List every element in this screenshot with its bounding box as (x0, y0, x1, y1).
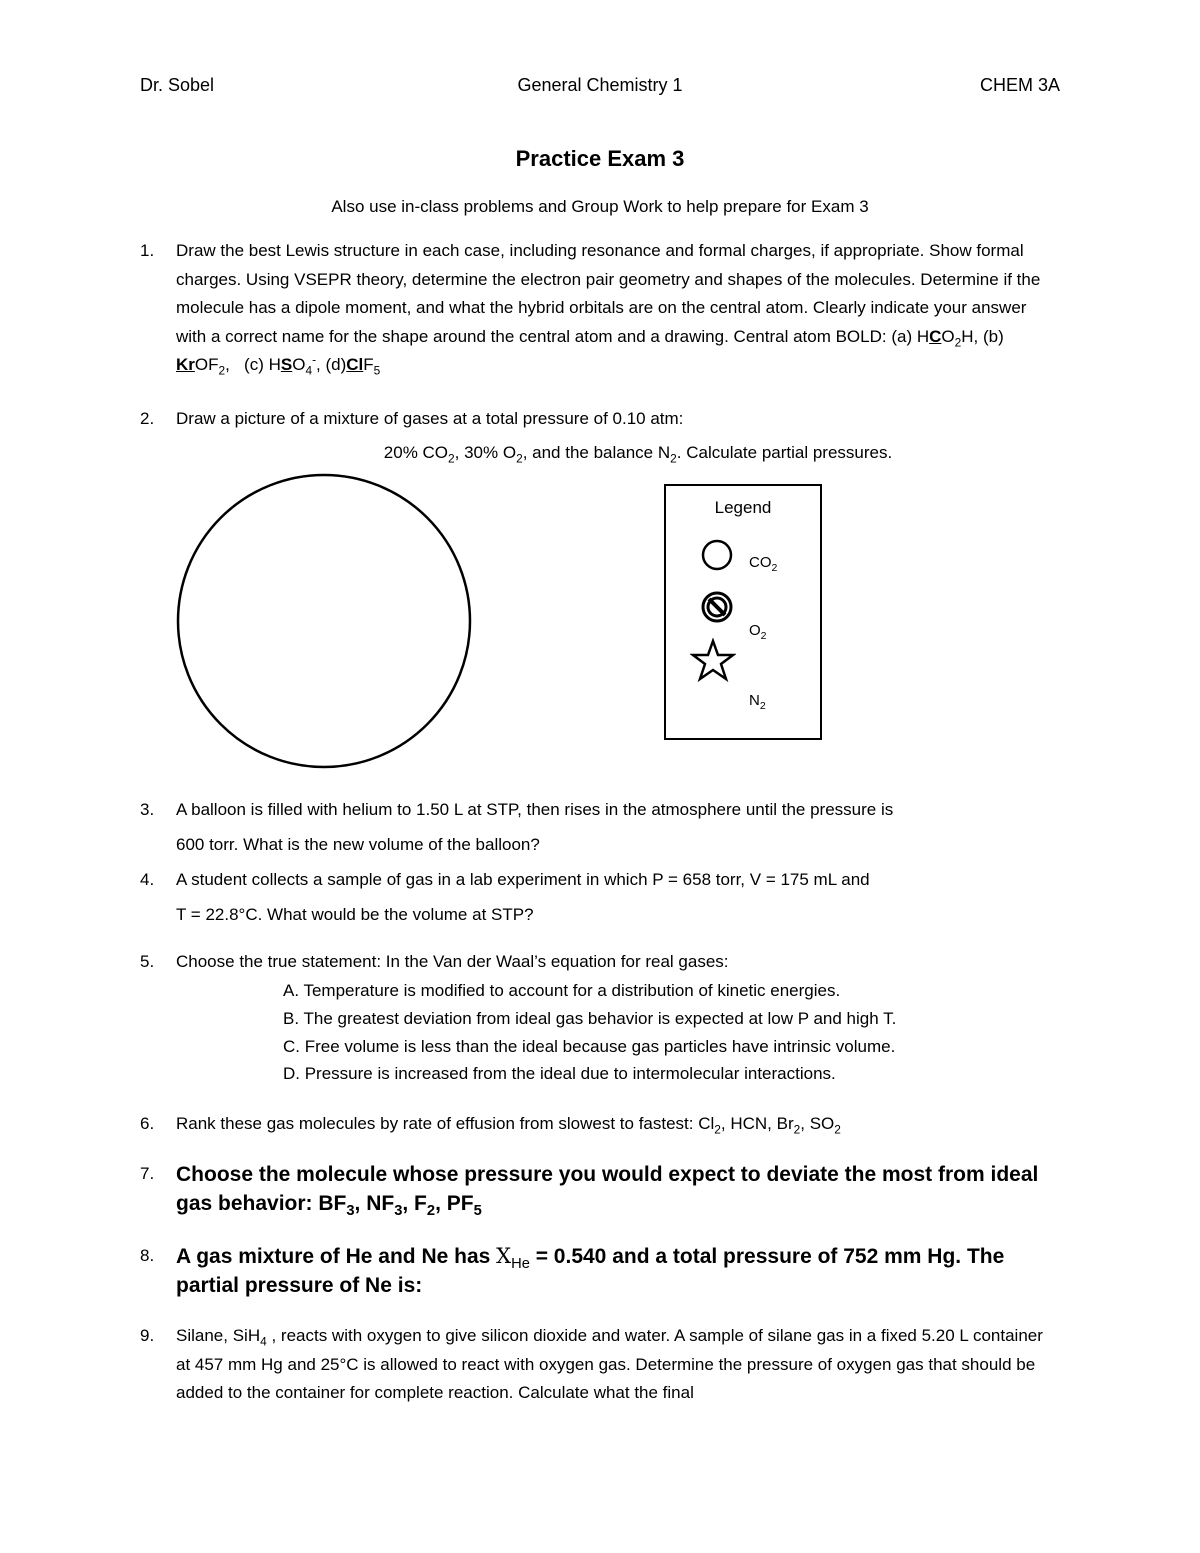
question-1 (140, 237, 1060, 380)
header-author: Dr. Sobel (140, 75, 215, 95)
header-course: General Chemistry 1 (517, 75, 683, 95)
question-2 (140, 405, 1060, 434)
legend-box (664, 484, 822, 740)
header-course-code: CHEM 3A (979, 75, 1060, 95)
question-9 (140, 1322, 1060, 1408)
choice-c: C. Free volume is less than the ideal because gas particles have intrinsic volume. (283, 1037, 896, 1056)
choice-a: A. Temperature is modified to account for a distribution of kinetic energies. (283, 981, 841, 1000)
question-7 (140, 1160, 1060, 1218)
hatched-circle-icon (700, 590, 734, 624)
question-8 (140, 1242, 1060, 1300)
question-number: 6. (140, 1114, 155, 1133)
question-number: 9. (140, 1326, 155, 1345)
open-circle-icon (700, 538, 734, 572)
legend-label-o2: $O_2$ (749, 622, 767, 642)
question-text: Silane, SiH$_4$ , reacts with oxygen to give silicon dioxide and water. A sample of silane gas in a fixed 5.20 L container at 457 mm Hg and 25°C is allowed to react with oxygen gas. Determine the pressure of oxygen gas that should be added to the container for complete reaction. Calculate what the final (176, 1326, 1043, 1402)
star-icon (690, 638, 736, 684)
question-number: 1. (140, 241, 155, 260)
question-text: Choose the molecule whose pressure you would expect to deviate the most from ideal gas behavior: $BF_3$, $NF_3$, $F_2$, $PF_5$ (176, 1163, 1039, 1220)
question-text: Choose the true statement: In the Van der Waal’s equation for real gases: (176, 952, 729, 971)
question-number: 7. (140, 1164, 155, 1183)
question-4 (140, 862, 1060, 932)
question-6 (140, 1110, 1060, 1139)
legend-label-n2: $N_2$ (749, 692, 766, 712)
question-number: 4. (140, 870, 155, 889)
question-text: A gas mixture of He and Ne has $X_{He} = 0.540$ and a total pressure of 752 mm Hg. The partial pressure of Ne is: (176, 1244, 1005, 1297)
choice-b: B. The greatest deviation from ideal gas behavior is expected at low P and high T. (283, 1009, 897, 1028)
legend-title: Legend (714, 498, 772, 517)
page-title: Practice Exam 3 (515, 146, 685, 171)
question-text: Draw the best Lewis structure in each case, including resonance and formal charges, if appropriate. Show formal charges. Using VSEPR theory, determine the electron pair geometry and shapes of the molecules. Determine if the molecule has a dipole moment, and what the hybrid orbitals are on the central atom. Clearly indicate your answer with a correct name for the shape around the central atom and a drawing. Central atom BOLD: (a) $HCO_2H$, (b) KrOF$_2$, (c) $HSO_4^-$, (d)ClF$_5$ (176, 241, 1041, 378)
question-5 (140, 948, 1060, 977)
question-2-composition: 20% $CO_2$, 30% $O_2$, and the balance $N_2$. Calculate partial pressures. (383, 443, 893, 466)
gas-container-circle (170, 468, 480, 778)
question-number: 3. (140, 800, 155, 819)
question-number: 8. (140, 1246, 155, 1265)
question-text: Draw a picture of a mixture of gases at a total pressure of 0.10 atm: (176, 409, 684, 428)
question-number: 5. (140, 952, 155, 971)
question-number: 2. (140, 409, 155, 428)
question-text: Rank these gas molecules by rate of effusion from slowest to fastest: $Cl_2$, HCN, $Br_2$, $SO_2$ (176, 1114, 841, 1137)
question-text: A student collects a sample of gas in a lab experiment in which P = 658 torr, V = 175 mL and T = 22.8°C. What would be the volume at STP? (176, 870, 870, 924)
question-3 (140, 792, 1060, 862)
choice-d: D. Pressure is increased from the ideal due to intermolecular interactions. (283, 1064, 836, 1083)
page-subtitle: Also use in-class problems and Group Work to help prepare for Exam 3 (331, 197, 869, 216)
question-text: A balloon is filled with helium to 1.50 L at STP, then rises in the atmosphere until the pressure is 600 torr. What is the new volume of the balloon? (176, 800, 894, 854)
legend-label-co2: $CO_2$ (749, 554, 778, 574)
